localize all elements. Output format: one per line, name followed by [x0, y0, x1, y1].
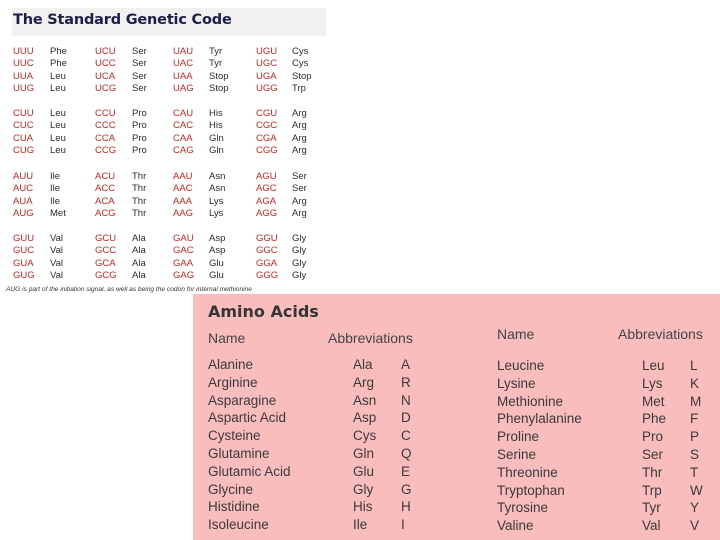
codon-amino-acid: Arg [292, 145, 307, 157]
amino-acid-three-letter: Ser [642, 447, 664, 462]
amino-acid-one-letter: E [401, 463, 411, 479]
amino-acid-name: Alanine [208, 357, 254, 372]
codon-amino-acid: Met [50, 208, 66, 220]
codon: ACA [95, 195, 115, 207]
codon-amino-acid: Gly [292, 257, 307, 269]
amino-acid-three-letter: Glu [353, 463, 375, 479]
amino-acid-three-letter: Ile [353, 517, 368, 533]
codon-amino-acid: Leu [50, 83, 66, 95]
codon: CAC [173, 120, 194, 132]
amino-acid-name: Tryptophan [497, 482, 565, 498]
right-abbreviations-header: Abbreviations [618, 326, 703, 342]
codon-amino-acid: Gln [209, 132, 224, 144]
genetic-code-panel [0, 0, 330, 300]
codon-amino-acid: Ser [132, 70, 147, 82]
amino-acid-one-letter: D [401, 410, 411, 426]
codon-amino-acid: Gln [209, 145, 224, 157]
codon: CAG [173, 145, 194, 157]
amino-acid-name: Glycine [208, 481, 254, 497]
codon: GCU [95, 233, 117, 244]
left-abbreviations-header: Abbreviations [328, 330, 413, 346]
codon-amino-acid: Ser [132, 83, 147, 95]
amino-acid-three-letter: Arg [353, 374, 375, 390]
codon: CUC [13, 120, 34, 132]
codon-amino-acid: Ser [132, 46, 147, 57]
codon: GCA [95, 257, 116, 269]
amino-acid-one-letter: T [690, 464, 699, 480]
right-name-header: Name [497, 326, 535, 342]
amino-acid-name: Leucine [497, 358, 545, 373]
amino-acid-three-letter: Cys [353, 428, 377, 444]
codon: AUC [13, 183, 34, 195]
codon: GUU [13, 233, 35, 244]
codon: GUG [13, 270, 35, 282]
codon-amino-acid: Cys [292, 58, 309, 70]
codon-amino-acid: Cys [292, 46, 309, 57]
amino-acid-name: Arginine [208, 374, 258, 390]
codon-amino-acid: Leu [50, 120, 66, 132]
amino-acid-one-letter: F [690, 411, 699, 427]
codon-amino-acid: Val [50, 233, 64, 244]
codon-amino-acid: Asp [209, 233, 226, 244]
codon: CUA [13, 132, 34, 144]
codon: UCC [95, 58, 116, 70]
amino-acid-one-letter: H [401, 499, 411, 515]
codon-amino-acid: Leu [50, 70, 66, 82]
codon: AAG [173, 208, 194, 220]
amino-acid-one-letter: Q [401, 446, 412, 461]
codon: CAU [173, 108, 194, 119]
codon: UUU [13, 46, 34, 57]
codon-amino-acid: Arg [292, 195, 307, 207]
codon-amino-acid: Ala [132, 257, 146, 269]
codon-amino-acid: Val [50, 245, 64, 257]
codon: GAU [173, 233, 194, 244]
codon: AAC [173, 183, 193, 195]
codon: GAG [173, 270, 195, 282]
amino-acid-one-letter: P [690, 429, 700, 445]
codon-amino-acid: Tyr [209, 46, 223, 57]
codon: UUG [13, 83, 35, 95]
amino-acid-one-letter: A [401, 357, 411, 372]
amino-acid-name: Lysine [497, 375, 536, 391]
codon: CCG [95, 145, 117, 157]
codon-amino-acid: Gly [292, 245, 307, 257]
codon-amino-acid: His [209, 108, 223, 119]
codon: UCA [95, 70, 116, 82]
amino-acids-title: Amino Acids [208, 302, 319, 321]
codon-amino-acid: Thr [132, 183, 147, 195]
amino-acid-one-letter: S [690, 447, 700, 462]
amino-acid-name: Glutamine [208, 446, 270, 461]
amino-acid-one-letter: N [401, 392, 411, 408]
codon-amino-acid: Thr [132, 195, 147, 207]
amino-acid-three-letter: Trp [642, 482, 662, 498]
codon: GGA [256, 257, 278, 269]
amino-acid-three-letter: Asp [353, 410, 377, 426]
codon-amino-acid: Phe [50, 46, 67, 57]
amino-acid-three-letter: Leu [642, 358, 665, 373]
codon-amino-acid: Thr [132, 171, 147, 182]
codon-amino-acid: Lys [209, 208, 224, 220]
amino-acid-name: Methionine [497, 393, 564, 409]
codon-amino-acid: Ser [292, 183, 307, 195]
amino-acid-one-letter: G [401, 481, 412, 497]
codon: UGU [256, 46, 278, 57]
codon: CGA [256, 132, 277, 144]
amino-acid-name: Cysteine [208, 428, 261, 444]
codon-amino-acid: Pro [132, 145, 147, 157]
codon-amino-acid: Ala [132, 245, 146, 257]
codon: AGC [256, 183, 277, 195]
codon-amino-acid: Trp [292, 83, 306, 95]
codon: GGC [256, 245, 278, 257]
codon-amino-acid: Glu [209, 257, 224, 269]
codon: UGA [256, 70, 277, 82]
codon: AGG [256, 208, 278, 220]
codon-amino-acid: Lys [209, 195, 224, 207]
codon: AGU [256, 171, 277, 182]
amino-acid-one-letter: W [690, 482, 703, 498]
codon: CUG [13, 145, 35, 157]
codon-amino-acid: Ser [132, 58, 147, 70]
amino-acid-three-letter: Asn [353, 392, 377, 408]
codon: UAA [173, 70, 193, 82]
codon: UUA [13, 70, 34, 82]
codon: UGG [256, 83, 278, 95]
codon-amino-acid: Val [50, 257, 64, 269]
amino-acid-one-letter: Y [690, 500, 700, 516]
codon: AAA [173, 195, 193, 207]
codon-amino-acid: Gly [292, 233, 307, 244]
codon-amino-acid: Ser [292, 171, 307, 182]
amino-acid-name: Valine [497, 518, 534, 534]
codon-amino-acid: Ile [50, 195, 61, 207]
codon-amino-acid: Stop [292, 70, 312, 82]
codon: GGG [256, 270, 279, 282]
codon: GUA [13, 257, 34, 269]
codon-amino-acid: Asn [209, 183, 226, 195]
codon: AUU [13, 171, 34, 182]
amino-acid-three-letter: Lys [642, 375, 663, 391]
amino-acid-one-letter: C [401, 428, 411, 444]
codon-amino-acid: Arg [292, 208, 307, 220]
amino-acid-one-letter: K [690, 375, 700, 391]
amino-acids-panel [193, 294, 720, 540]
codon: CUU [13, 108, 34, 119]
amino-acid-three-letter: Ala [353, 357, 373, 372]
amino-acid-one-letter: R [401, 374, 411, 390]
codon: UAC [173, 58, 194, 70]
codon: GAA [173, 257, 194, 269]
codon: GAC [173, 245, 194, 257]
amino-acid-name: Asparagine [208, 392, 277, 408]
codon-amino-acid: Pro [132, 132, 147, 144]
amino-acid-three-letter: Pro [642, 429, 664, 445]
codon: CGU [256, 108, 278, 119]
codon-amino-acid: Stop [209, 70, 229, 82]
codon-amino-acid: His [209, 120, 223, 132]
codon: AGA [256, 195, 277, 207]
codon-amino-acid: Asn [209, 171, 226, 182]
codon-amino-acid: Arg [292, 108, 307, 119]
codon-amino-acid: Val [50, 270, 64, 282]
codon: UUC [13, 58, 34, 70]
codon: CGG [256, 145, 278, 157]
codon-amino-acid: Pro [132, 108, 147, 119]
codon-amino-acid: Ala [132, 270, 146, 282]
codon-amino-acid: Thr [132, 208, 147, 220]
amino-acid-three-letter: His [353, 499, 373, 515]
genetic-code-title: The Standard Genetic Code [13, 12, 232, 28]
codon: UGC [256, 58, 278, 70]
amino-acid-three-letter: Gln [353, 446, 375, 461]
codon-amino-acid: Ile [50, 171, 61, 182]
amino-acid-name: Isoleucine [208, 517, 269, 533]
codon: GGU [256, 233, 278, 244]
codon: CAA [173, 132, 193, 144]
codon-amino-acid: Asp [209, 245, 226, 257]
codon-amino-acid: Arg [292, 120, 307, 132]
codon: CCA [95, 132, 116, 144]
left-name-header: Name [208, 330, 246, 346]
amino-acid-one-letter: M [690, 393, 702, 409]
codon: AAU [173, 171, 193, 182]
codon-amino-acid: Phe [50, 58, 67, 70]
amino-acid-one-letter: L [690, 358, 698, 373]
codon: AUA [13, 195, 33, 207]
codon: ACG [95, 208, 116, 220]
amino-acid-name: Tyrosine [497, 500, 549, 516]
amino-acid-name: Aspartic Acid [208, 410, 287, 426]
codon-amino-acid: Pro [132, 120, 147, 132]
amino-acid-name: Serine [497, 447, 537, 462]
codon-amino-acid: Glu [209, 270, 224, 282]
codon: AUG [13, 208, 34, 220]
codon-amino-acid: Tyr [209, 58, 223, 70]
codon-amino-acid: Leu [50, 108, 66, 119]
genetic-code-footnote: AUG is part of the initiation signal, as well as being the codon for internal methionine [6, 286, 252, 293]
amino-acid-one-letter: V [690, 518, 700, 534]
amino-acid-name: Phenylalanine [497, 411, 582, 427]
amino-acid-name: Threonine [497, 464, 558, 480]
codon: GUC [13, 245, 35, 257]
amino-acid-three-letter: Met [642, 393, 665, 409]
codon: UCU [95, 46, 116, 57]
amino-acid-three-letter: Thr [642, 464, 663, 480]
codon-amino-acid: Stop [209, 83, 229, 95]
codon: CGC [256, 120, 278, 132]
codon-amino-acid: Leu [50, 145, 66, 157]
amino-acid-name: Glutamic Acid [208, 463, 291, 479]
amino-acid-three-letter: Gly [353, 481, 374, 497]
codon-amino-acid: Ile [50, 183, 61, 195]
amino-acid-name: Histidine [208, 499, 260, 515]
codon: UAG [173, 83, 194, 95]
amino-acid-name: Proline [497, 429, 540, 445]
codon: ACC [95, 183, 116, 195]
codon: CCU [95, 108, 116, 119]
codon: GCC [95, 245, 117, 257]
amino-acid-one-letter: I [401, 517, 405, 533]
codon: GCG [95, 270, 117, 282]
codon-amino-acid: Gly [292, 270, 307, 282]
codon: CCC [95, 120, 116, 132]
codon-amino-acid: Ala [132, 233, 146, 244]
codon-amino-acid: Arg [292, 132, 307, 144]
codon: UCG [95, 83, 117, 95]
codon: UAU [173, 46, 194, 57]
codon-table [0, 0, 330, 300]
amino-acid-three-letter: Tyr [642, 500, 661, 516]
amino-acid-three-letter: Phe [642, 411, 667, 427]
codon: ACU [95, 171, 116, 182]
amino-acid-three-letter: Val [642, 518, 661, 534]
codon-amino-acid: Leu [50, 132, 66, 144]
